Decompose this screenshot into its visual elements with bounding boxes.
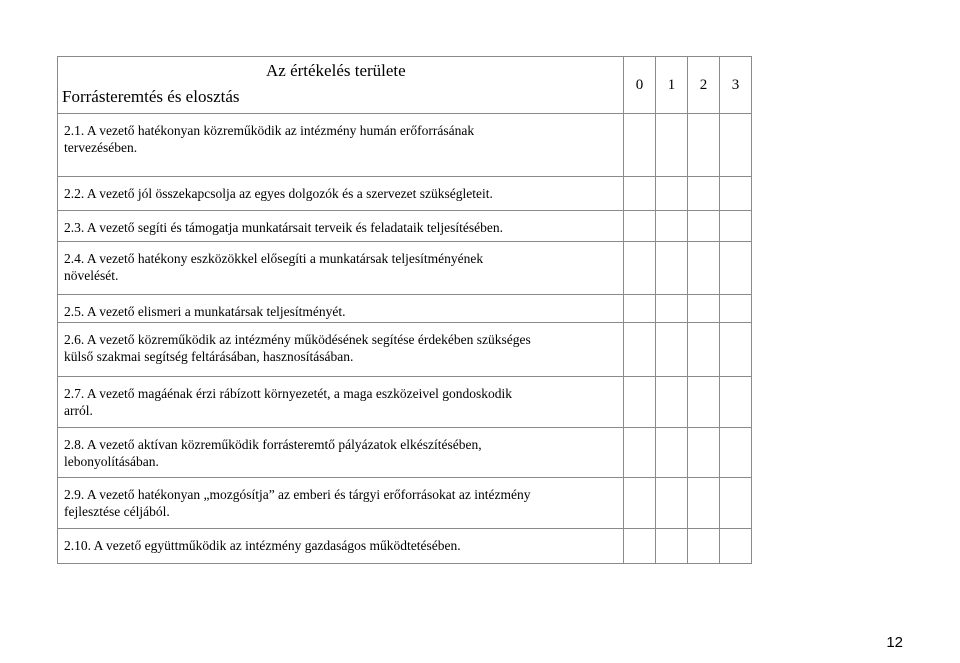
score-cell-0[interactable]: [624, 377, 656, 428]
criterion-line: 2.6. A vezető közreműködik az intézmény működésének segítése érdekében szükséges: [64, 332, 531, 347]
criterion-line: 2.4. A vezető hatékony eszközökkel elősegíti a munkatársak teljesítményének: [64, 251, 484, 266]
score-cell-1[interactable]: [656, 377, 688, 428]
table-row: [58, 428, 752, 478]
score-cell-2[interactable]: [688, 295, 720, 323]
criterion-line: fejlesztése céljából.: [64, 503, 170, 519]
table-row: [58, 295, 752, 323]
score-cell-1[interactable]: [656, 242, 688, 295]
criterion-line: arról.: [64, 402, 93, 418]
header-row: [58, 57, 752, 114]
criterion-text: [58, 529, 624, 564]
score-cell-2[interactable]: [688, 323, 720, 377]
score-cell-2[interactable]: [688, 529, 720, 564]
score-cell-2[interactable]: [688, 211, 720, 242]
evaluation-table: [57, 56, 752, 564]
score-cell-0[interactable]: [624, 177, 656, 211]
criterion-line: 2.10. A vezető együttműködik az intézmény gazdaságos működtetésében.: [64, 538, 461, 553]
score-cell-2[interactable]: [688, 114, 720, 177]
score-header-2: 2: [688, 57, 720, 114]
score-cell-0[interactable]: [624, 295, 656, 323]
score-cell-2[interactable]: [688, 177, 720, 211]
criterion-line: 2.1. A vezető hatékonyan közreműködik az intézmény humán erőforrásának: [64, 123, 475, 138]
score-cell-2[interactable]: [688, 478, 720, 529]
page-number: 12: [886, 634, 903, 651]
criterion-text: [58, 295, 624, 323]
score-cell-1[interactable]: [656, 478, 688, 529]
score-cell-0[interactable]: [624, 529, 656, 564]
criterion-text: [58, 114, 624, 177]
criterion-text: [58, 177, 624, 211]
score-cell-3[interactable]: [720, 295, 752, 323]
score-cell-3[interactable]: [720, 478, 752, 529]
criterion-line: 2.3. A vezető segíti és támogatja munkatársait terveik és feladataik teljesítésében.: [64, 220, 503, 235]
score-cell-0[interactable]: [624, 114, 656, 177]
criterion-line: 2.8. A vezető aktívan közreműködik forrásteremtő pályázatok elkészítésében,: [64, 437, 482, 452]
score-header-0: 0: [624, 57, 656, 114]
score-cell-3[interactable]: [720, 428, 752, 478]
table-row: [58, 529, 752, 564]
score-cell-2[interactable]: [688, 242, 720, 295]
table-row: [58, 211, 752, 242]
score-cell-3[interactable]: [720, 323, 752, 377]
score-cell-1[interactable]: [656, 114, 688, 177]
score-cell-0[interactable]: [624, 478, 656, 529]
criterion-text: [58, 478, 624, 529]
criterion-text: [58, 211, 624, 242]
section-title: Forrásteremtés és elosztás: [62, 87, 240, 106]
score-cell-3[interactable]: [720, 377, 752, 428]
score-header-3: 3: [720, 57, 752, 114]
score-cell-1[interactable]: [656, 428, 688, 478]
score-cell-3[interactable]: [720, 529, 752, 564]
score-cell-0[interactable]: [624, 323, 656, 377]
header-area-cell: [58, 57, 624, 114]
table-row: [58, 323, 752, 377]
score-header-1: 1: [656, 57, 688, 114]
criterion-line: növelését.: [64, 267, 119, 283]
table-row: [58, 478, 752, 529]
score-cell-0[interactable]: [624, 211, 656, 242]
score-cell-3[interactable]: [720, 211, 752, 242]
criterion-line: 2.2. A vezető jól összekapcsolja az egyes dolgozók és a szervezet szükségleteit.: [64, 186, 493, 201]
score-cell-1[interactable]: [656, 323, 688, 377]
area-title: Az értékelés területe: [266, 61, 406, 80]
score-cell-2[interactable]: [688, 377, 720, 428]
score-cell-2[interactable]: [688, 428, 720, 478]
criterion-line: 2.7. A vezető magáénak érzi rábízott környezetét, a maga eszközeivel gondoskodik: [64, 386, 512, 401]
table-row: [58, 114, 752, 177]
criterion-text: [58, 377, 624, 428]
table-row: [58, 242, 752, 295]
score-cell-3[interactable]: [720, 242, 752, 295]
score-cell-0[interactable]: [624, 428, 656, 478]
criterion-text: [58, 323, 624, 377]
criterion-line: 2.5. A vezető elismeri a munkatársak teljesítményét.: [64, 304, 346, 319]
score-cell-1[interactable]: [656, 211, 688, 242]
criterion-text: [58, 242, 624, 295]
criterion-line: külső szakmai segítség feltárásában, hasznosításában.: [64, 348, 354, 364]
criterion-line: 2.9. A vezető hatékonyan „mozgósítja” az emberi és tárgyi erőforrásokat az intézmény: [64, 487, 531, 502]
criterion-line: lebonyolításában.: [64, 453, 159, 469]
score-cell-0[interactable]: [624, 242, 656, 295]
score-cell-1[interactable]: [656, 177, 688, 211]
table-row: [58, 177, 752, 211]
score-cell-1[interactable]: [656, 529, 688, 564]
criterion-text: [58, 428, 624, 478]
score-cell-3[interactable]: [720, 177, 752, 211]
criterion-line: tervezésében.: [64, 139, 138, 155]
score-cell-3[interactable]: [720, 114, 752, 177]
table-row: [58, 377, 752, 428]
score-cell-1[interactable]: [656, 295, 688, 323]
